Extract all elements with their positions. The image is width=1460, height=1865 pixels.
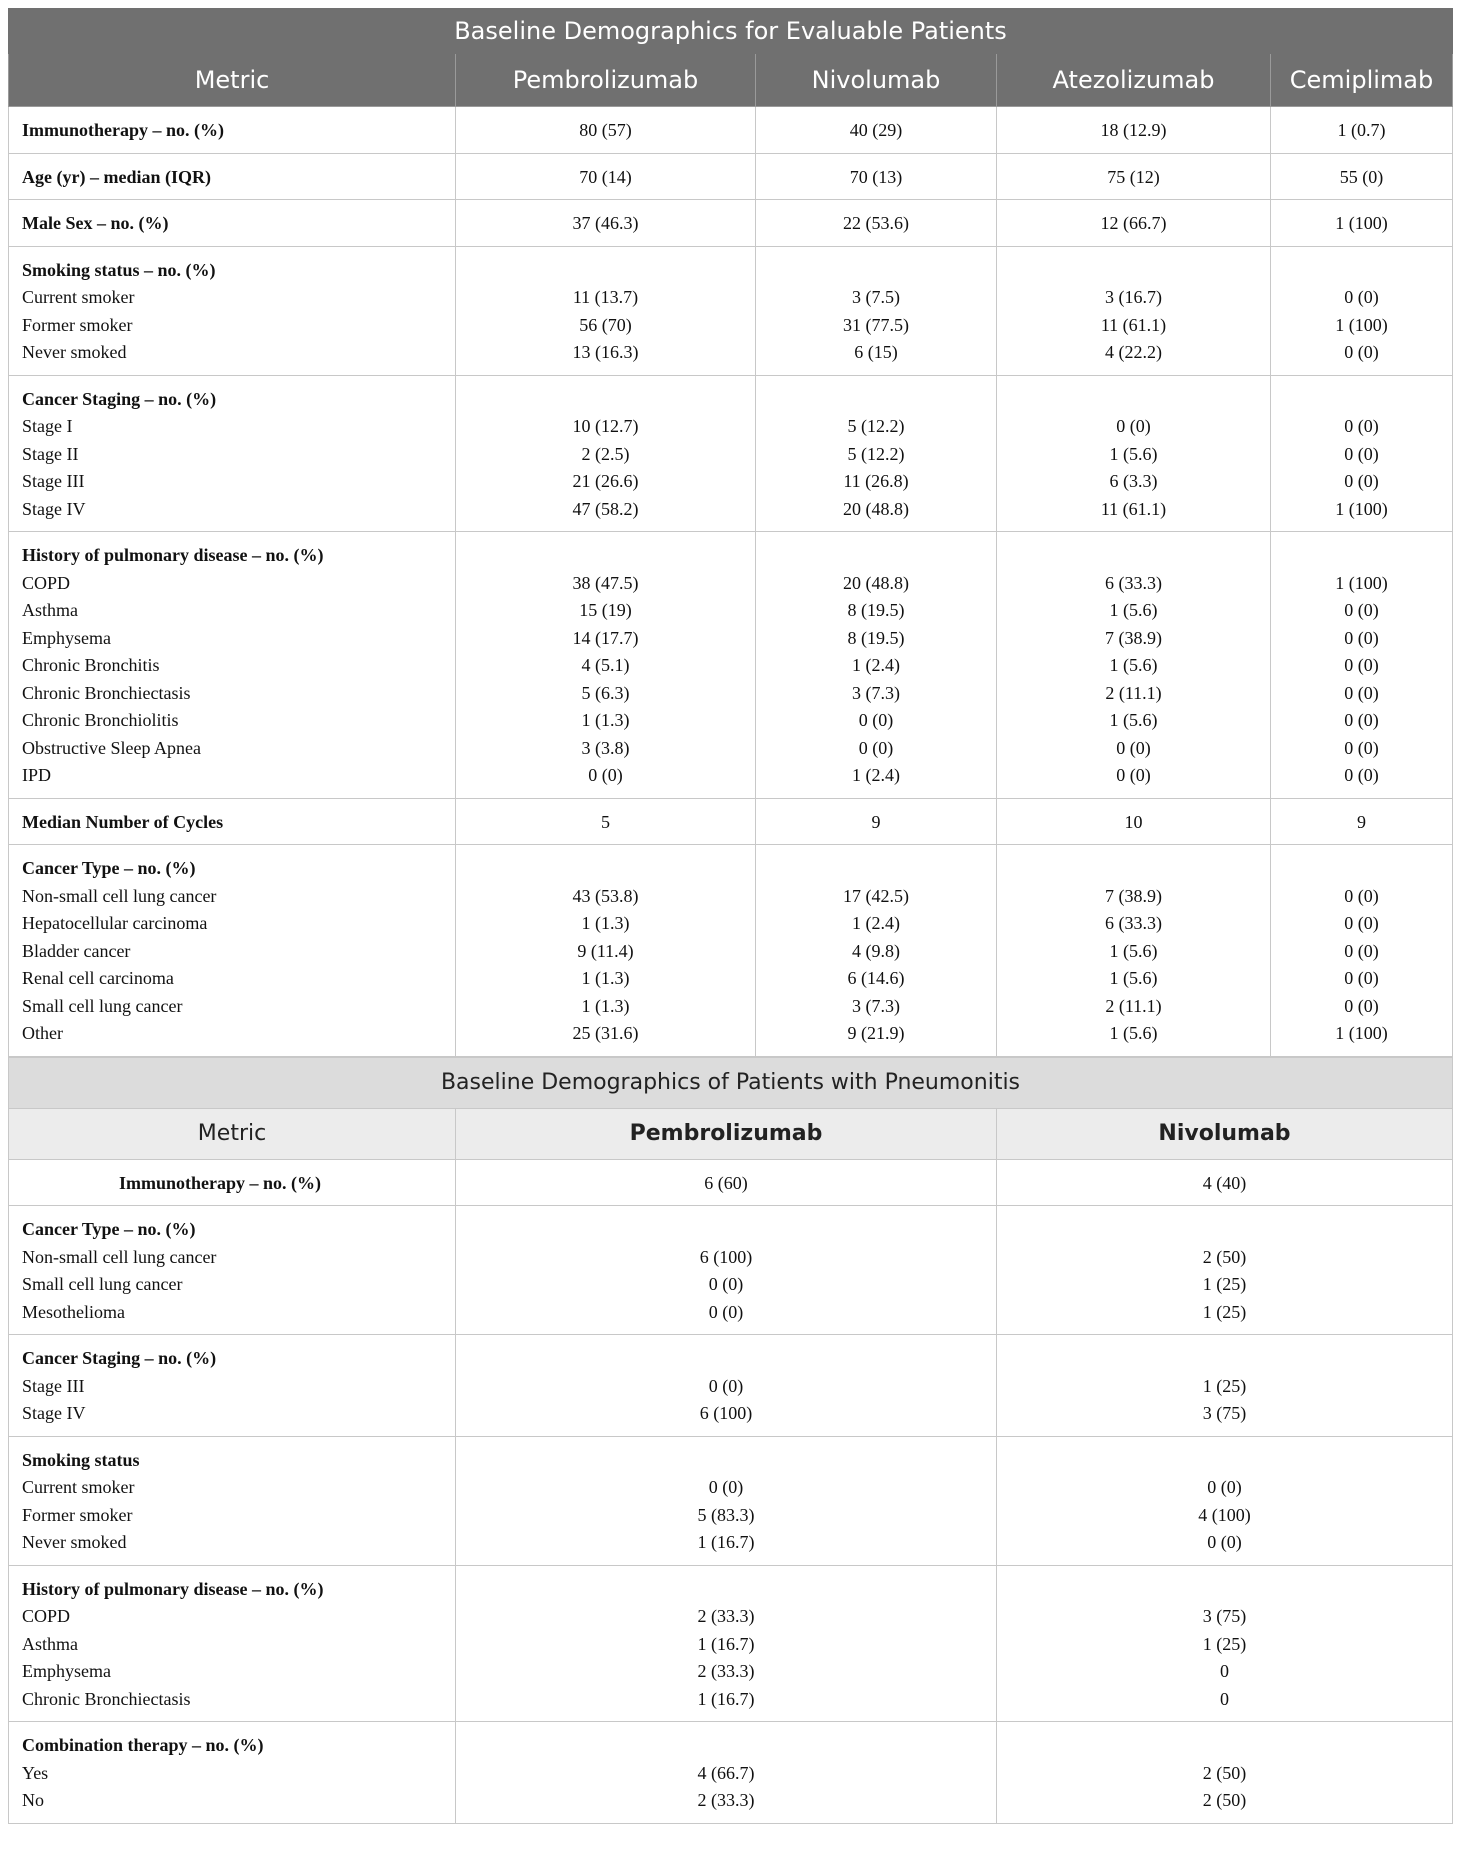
column-header-nivolumab: Nivolumab	[756, 54, 997, 107]
cell-value: 11 (61.1)	[1100, 498, 1167, 519]
cell-value: 55 (0)	[1339, 166, 1384, 187]
value-cell	[997, 532, 1271, 799]
value-cell	[997, 798, 1271, 845]
cell-value: 40 (29)	[849, 120, 903, 140]
row-label: Stage III	[22, 1375, 85, 1396]
cell-value: 7 (38.9)	[1105, 627, 1162, 648]
cell-value: 7 (38.9)	[1105, 885, 1162, 906]
cell-value: 9 (11.4)	[577, 940, 634, 961]
blank-line	[1275, 257, 1448, 285]
cell-value: 38 (47.5)	[572, 572, 639, 593]
metric-cell	[9, 246, 456, 375]
cell-value: 47 (58.2)	[572, 498, 639, 519]
cell-value: 5 (12.2)	[847, 443, 905, 464]
cell-value: 1 (100)	[1335, 572, 1388, 593]
group-header: Cancer Type – no. (%)	[22, 858, 196, 878]
row-label: COPD	[22, 572, 71, 593]
cell-value: 15 (19)	[579, 600, 632, 620]
cell-value: 0 (0)	[708, 1274, 744, 1294]
value-cell	[1271, 200, 1453, 247]
group-header: Immunotherapy – no. (%)	[119, 1172, 322, 1193]
value-cell	[456, 1206, 997, 1335]
cell-value: 0 (0)	[1344, 443, 1379, 464]
blank-line	[460, 855, 751, 883]
value-cell	[997, 845, 1271, 1057]
cell-value: 0 (0)	[1344, 995, 1379, 1016]
cell-value: 3 (7.5)	[852, 287, 900, 307]
cell-value: 1 (1.3)	[581, 995, 630, 1016]
cell-value: 0 (0)	[708, 1477, 744, 1497]
table-row	[9, 1206, 1453, 1335]
cell-value: 0 (0)	[858, 737, 894, 758]
value-cell	[456, 1722, 997, 1824]
blank-line	[1001, 1576, 1448, 1604]
column-header-nivolumab: Nivolumab	[997, 1108, 1453, 1159]
cell-value: 4 (9.8)	[852, 940, 900, 961]
cell-value: 1 (5.6)	[1109, 940, 1158, 961]
row-label: Stage II	[22, 443, 79, 464]
value-cell	[456, 107, 756, 154]
value-cell	[456, 845, 756, 1057]
cell-value: 2 (50)	[1202, 1762, 1247, 1783]
cell-value: 8 (19.5)	[847, 600, 905, 620]
row-label: Stage IV	[22, 498, 86, 519]
cell-value: 4 (22.2)	[1105, 342, 1162, 362]
cell-value: 1 (25)	[1202, 1633, 1247, 1654]
cell-value: 1 (25)	[1202, 1301, 1247, 1322]
blank-line	[1275, 855, 1448, 883]
cell-value: 8 (19.5)	[847, 627, 905, 648]
cell-value: 1 (100)	[1335, 314, 1388, 335]
value-cell	[456, 532, 756, 799]
cell-value: 5 (12.2)	[847, 416, 905, 436]
cell-value: 10	[1124, 811, 1143, 832]
evaluable-patients-table	[8, 8, 1453, 1057]
metric-cell	[9, 1565, 456, 1722]
table-row	[9, 532, 1453, 799]
cell-value: 2 (2.5)	[581, 443, 630, 464]
column-header-pembrolizumab: Pembrolizumab	[456, 1108, 997, 1159]
cell-value: 0 (0)	[1344, 885, 1379, 906]
row-label: Stage III	[22, 471, 85, 491]
cell-value: 0 (0)	[1116, 737, 1151, 758]
cell-value: 0 (0)	[1344, 765, 1379, 785]
blank-line	[460, 257, 751, 285]
cell-value: 70 (13)	[849, 166, 903, 187]
blank-line	[460, 1732, 992, 1760]
cell-value: 0 (0)	[1207, 1477, 1242, 1497]
cell-value: 3 (75)	[1202, 1403, 1247, 1423]
value-cell	[1271, 532, 1453, 799]
row-label: Current smoker	[22, 287, 135, 307]
value-cell	[756, 845, 997, 1057]
cell-value: 0 (0)	[1344, 600, 1379, 620]
value-cell	[456, 798, 756, 845]
cell-value: 6 (14.6)	[847, 968, 905, 988]
cell-value: 1 (5.6)	[1109, 655, 1158, 675]
blank-line	[1275, 542, 1448, 570]
value-cell	[456, 1565, 997, 1722]
row-label: Chronic Bronchiectasis	[22, 682, 191, 703]
cell-value: 37 (46.3)	[572, 213, 639, 233]
cell-value: 6 (33.3)	[1105, 913, 1162, 933]
value-cell	[997, 1335, 1453, 1437]
metric-cell	[9, 153, 456, 200]
metric-cell	[9, 798, 456, 845]
cell-value: 1 (100)	[1335, 498, 1388, 519]
cell-value: 3 (3.8)	[581, 737, 630, 758]
group-header: Immunotherapy – no. (%)	[22, 120, 225, 140]
row-label: Obstructive Sleep Apnea	[22, 737, 201, 758]
group-header: History of pulmonary disease – no. (%)	[22, 1578, 324, 1599]
value-cell	[756, 798, 997, 845]
cell-value: 20 (48.8)	[843, 498, 909, 519]
cell-value: 3 (16.7)	[1105, 287, 1162, 307]
value-cell	[456, 153, 756, 200]
row-label: Small cell lung cancer	[22, 995, 183, 1016]
metric-cell	[9, 1206, 456, 1335]
cell-value: 9	[871, 811, 881, 832]
cell-value: 1 (100)	[1335, 1023, 1388, 1043]
cell-value: 0 (0)	[858, 710, 894, 730]
cell-value: 6 (100)	[699, 1246, 753, 1267]
value-cell	[756, 246, 997, 375]
table-row	[9, 375, 1453, 532]
row-label: Mesothelioma	[22, 1301, 125, 1322]
cell-value: 6 (100)	[699, 1403, 753, 1423]
blank-line	[460, 386, 751, 414]
cell-value: 1 (2.4)	[852, 655, 900, 675]
cell-value: 70 (14)	[579, 166, 632, 187]
value-cell	[756, 107, 997, 154]
value-cell	[456, 246, 756, 375]
pneumonitis-patients-table	[8, 1057, 1453, 1824]
table-row	[9, 1159, 1453, 1206]
cell-value: 3 (75)	[1202, 1606, 1247, 1626]
table-row	[9, 153, 1453, 200]
cell-value: 10 (12.7)	[572, 416, 639, 436]
cell-value: 1 (25)	[1202, 1375, 1247, 1396]
blank-line	[460, 1345, 992, 1373]
cell-value: 25 (31.6)	[572, 1023, 639, 1043]
blank-line	[1275, 386, 1448, 414]
row-label: Chronic Bronchiolitis	[22, 710, 179, 730]
cell-value: 11 (26.8)	[843, 471, 909, 491]
table1-title: Baseline Demographics for Evaluable Patients	[9, 9, 1453, 54]
cell-value: 21 (26.6)	[572, 471, 639, 491]
group-header: Cancer Type – no. (%)	[22, 1219, 196, 1239]
group-header: History of pulmonary disease – no. (%)	[22, 545, 324, 565]
cell-value: 17 (42.5)	[843, 885, 909, 906]
cell-value: 0 (0)	[1344, 968, 1379, 988]
cell-value: 4 (100)	[1198, 1504, 1251, 1525]
cell-value: 2 (33.3)	[697, 1606, 755, 1626]
cell-value: 1 (5.6)	[1109, 1023, 1158, 1043]
row-label: Other	[22, 1023, 63, 1043]
table2-title: Baseline Demographics of Patients with Pneumonitis	[9, 1057, 1453, 1108]
cell-value: 2 (11.1)	[1105, 682, 1162, 703]
cell-value: 1 (0.7)	[1337, 120, 1386, 140]
row-label: Yes	[22, 1762, 49, 1783]
cell-value: 0	[1220, 1688, 1229, 1709]
blank-line	[460, 1447, 992, 1475]
cell-value: 20 (48.8)	[843, 572, 909, 593]
cell-value: 1 (2.4)	[852, 765, 900, 785]
group-header: Cancer Staging – no. (%)	[22, 388, 217, 409]
metric-cell	[9, 107, 456, 154]
blank-line	[1001, 1732, 1448, 1760]
cell-value: 2 (50)	[1202, 1246, 1247, 1267]
blank-line	[1001, 1447, 1448, 1475]
value-cell	[997, 153, 1271, 200]
row-label: Former smoker	[22, 1504, 133, 1525]
value-cell	[1271, 798, 1453, 845]
cell-value: 14 (17.7)	[572, 627, 639, 648]
value-cell	[756, 153, 997, 200]
value-cell	[997, 246, 1271, 375]
cell-value: 0 (0)	[1344, 627, 1379, 648]
value-cell	[997, 1206, 1453, 1335]
cell-value: 22 (53.6)	[843, 213, 909, 233]
value-cell	[997, 1722, 1453, 1824]
metric-cell	[9, 1722, 456, 1824]
value-cell	[756, 200, 997, 247]
cell-value: 4 (5.1)	[581, 655, 630, 675]
cell-value: 0 (0)	[1344, 737, 1379, 758]
cell-value: 0 (0)	[1344, 287, 1379, 307]
value-cell	[456, 375, 756, 532]
value-cell	[756, 375, 997, 532]
cell-value: 6 (3.3)	[1109, 471, 1158, 491]
value-cell	[456, 1159, 997, 1206]
table-row	[9, 246, 1453, 375]
blank-line	[460, 542, 751, 570]
cell-value: 0 (0)	[1344, 416, 1379, 436]
cell-value: 0 (0)	[1116, 765, 1151, 785]
column-header-cemiplimab: Cemiplimab	[1271, 54, 1453, 107]
cell-value: 5 (83.3)	[697, 1504, 755, 1525]
value-cell	[1271, 246, 1453, 375]
metric-cell	[9, 1436, 456, 1565]
cell-value: 13 (16.3)	[572, 342, 639, 362]
metric-cell	[9, 1335, 456, 1437]
group-header: Smoking status – no. (%)	[22, 259, 216, 280]
cell-value: 0 (0)	[1344, 471, 1379, 491]
tables-page	[8, 8, 1452, 1824]
cell-value: 11 (13.7)	[572, 287, 639, 307]
cell-value: 1 (5.6)	[1109, 443, 1158, 464]
blank-line	[760, 542, 992, 570]
cell-value: 1 (1.3)	[581, 913, 630, 933]
cell-value: 1 (2.4)	[852, 913, 900, 933]
blank-line	[760, 855, 992, 883]
metric-cell	[9, 532, 456, 799]
row-label: Small cell lung cancer	[22, 1274, 183, 1294]
blank-line	[460, 1576, 992, 1604]
cell-value: 0 (0)	[1344, 655, 1379, 675]
column-header-atezolizumab: Atezolizumab	[997, 54, 1271, 107]
cell-value: 1 (5.6)	[1109, 710, 1158, 730]
row-label: Non-small cell lung cancer	[22, 1246, 217, 1267]
column-header-metric: Metric	[9, 1108, 456, 1159]
value-cell	[997, 1436, 1453, 1565]
column-header-metric: Metric	[9, 54, 456, 107]
table-row	[9, 107, 1453, 154]
cell-value: 6 (60)	[704, 1172, 748, 1193]
group-header: Cancer Staging – no. (%)	[22, 1348, 217, 1368]
metric-cell	[9, 375, 456, 532]
cell-value: 31 (77.5)	[843, 314, 909, 335]
row-label: Emphysema	[22, 1661, 111, 1681]
cell-value: 2 (33.3)	[697, 1661, 755, 1681]
metric-cell	[9, 845, 456, 1057]
cell-value: 18 (12.9)	[1100, 120, 1167, 140]
value-cell	[756, 532, 997, 799]
value-cell	[456, 200, 756, 247]
blank-line	[1001, 386, 1266, 414]
metric-cell	[9, 200, 456, 247]
group-header: Smoking status	[22, 1449, 140, 1470]
group-header: Median Number of Cycles	[22, 811, 224, 832]
row-label: Asthma	[22, 1633, 78, 1654]
row-label: No	[22, 1790, 44, 1810]
cell-value: 0 (0)	[708, 1375, 744, 1396]
cell-value: 1 (1.3)	[581, 968, 630, 988]
value-cell	[997, 1159, 1453, 1206]
value-cell	[1271, 153, 1453, 200]
table-row	[9, 1722, 1453, 1824]
cell-value: 0 (0)	[1344, 710, 1379, 730]
cell-value: 3 (7.3)	[852, 682, 900, 703]
cell-value: 2 (33.3)	[697, 1790, 755, 1810]
blank-line	[1001, 1216, 1448, 1244]
cell-value: 1 (100)	[1335, 213, 1388, 233]
row-label: Never smoked	[22, 1532, 127, 1552]
blank-line	[1001, 855, 1266, 883]
cell-value: 1 (16.7)	[697, 1633, 755, 1654]
cell-value: 0 (0)	[1344, 913, 1379, 933]
table-row	[9, 1335, 1453, 1437]
cell-value: 6 (15)	[854, 342, 898, 362]
group-header: Male Sex – no. (%)	[22, 213, 169, 233]
value-cell	[1271, 375, 1453, 532]
row-label: IPD	[22, 765, 52, 785]
cell-value: 4 (40)	[1202, 1172, 1247, 1193]
cell-value: 0 (0)	[1344, 342, 1379, 362]
blank-line	[1001, 257, 1266, 285]
cell-value: 12 (66.7)	[1100, 213, 1167, 233]
table-row	[9, 200, 1453, 247]
cell-value: 1 (5.6)	[1109, 600, 1158, 620]
cell-value: 0 (0)	[1207, 1532, 1242, 1552]
cell-value: 9 (21.9)	[847, 1023, 905, 1043]
row-label: Current smoker	[22, 1477, 135, 1497]
cell-value: 11 (61.1)	[1100, 314, 1167, 335]
cell-value: 4 (66.7)	[697, 1762, 755, 1783]
cell-value: 3 (7.3)	[852, 995, 900, 1016]
table-row	[9, 798, 1453, 845]
group-header: Combination therapy – no. (%)	[22, 1735, 264, 1755]
cell-value: 0 (0)	[708, 1301, 744, 1322]
value-cell	[997, 200, 1271, 247]
table-row	[9, 845, 1453, 1057]
cell-value: 56 (70)	[579, 314, 632, 335]
cell-value: 0	[1220, 1661, 1229, 1681]
value-cell	[997, 107, 1271, 154]
row-label: Renal cell carcinoma	[22, 968, 174, 988]
table-row	[9, 1436, 1453, 1565]
cell-value: 2 (50)	[1202, 1790, 1247, 1810]
cell-value: 0 (0)	[1344, 940, 1379, 961]
value-cell	[1271, 107, 1453, 154]
row-label: Hepatocellular carcinoma	[22, 913, 208, 933]
cell-value: 5 (6.3)	[581, 682, 630, 703]
blank-line	[460, 1216, 992, 1244]
column-header-pembrolizumab: Pembrolizumab	[456, 54, 756, 107]
blank-line	[1001, 1345, 1448, 1373]
cell-value: 2 (11.1)	[1105, 995, 1162, 1016]
cell-value: 0 (0)	[588, 765, 623, 785]
value-cell	[456, 1436, 997, 1565]
cell-value: 5	[601, 811, 610, 832]
row-label: Stage IV	[22, 1403, 86, 1423]
table-row	[9, 1565, 1453, 1722]
cell-value: 9	[1357, 811, 1366, 832]
cell-value: 43 (53.8)	[572, 885, 639, 906]
group-header: Age (yr) – median (IQR)	[22, 166, 211, 187]
blank-line	[760, 257, 992, 285]
value-cell	[456, 1335, 997, 1437]
cell-value: 1 (16.7)	[697, 1532, 755, 1552]
metric-cell	[9, 1159, 456, 1206]
cell-value: 80 (57)	[579, 120, 632, 140]
row-label: Former smoker	[22, 314, 133, 335]
cell-value: 0 (0)	[1116, 416, 1151, 436]
row-label: Bladder cancer	[22, 940, 131, 961]
row-label: Emphysema	[22, 627, 111, 648]
value-cell	[997, 375, 1271, 532]
blank-line	[1001, 542, 1266, 570]
cell-value: 1 (5.6)	[1109, 968, 1158, 988]
cell-value: 1 (1.3)	[581, 710, 630, 730]
row-label: Chronic Bronchitis	[22, 655, 160, 675]
row-label: Stage I	[22, 416, 73, 436]
row-label: Chronic Bronchiectasis	[22, 1688, 191, 1709]
cell-value: 1 (16.7)	[697, 1688, 755, 1709]
cell-value: 1 (25)	[1202, 1274, 1247, 1294]
cell-value: 75 (12)	[1107, 166, 1160, 187]
row-label: Asthma	[22, 600, 78, 620]
cell-value: 6 (33.3)	[1105, 572, 1162, 593]
row-label: Never smoked	[22, 342, 127, 362]
row-label: COPD	[22, 1606, 71, 1626]
cell-value: 0 (0)	[1344, 682, 1379, 703]
value-cell	[1271, 845, 1453, 1057]
value-cell	[997, 1565, 1453, 1722]
blank-line	[760, 386, 992, 414]
row-label: Non-small cell lung cancer	[22, 885, 217, 906]
